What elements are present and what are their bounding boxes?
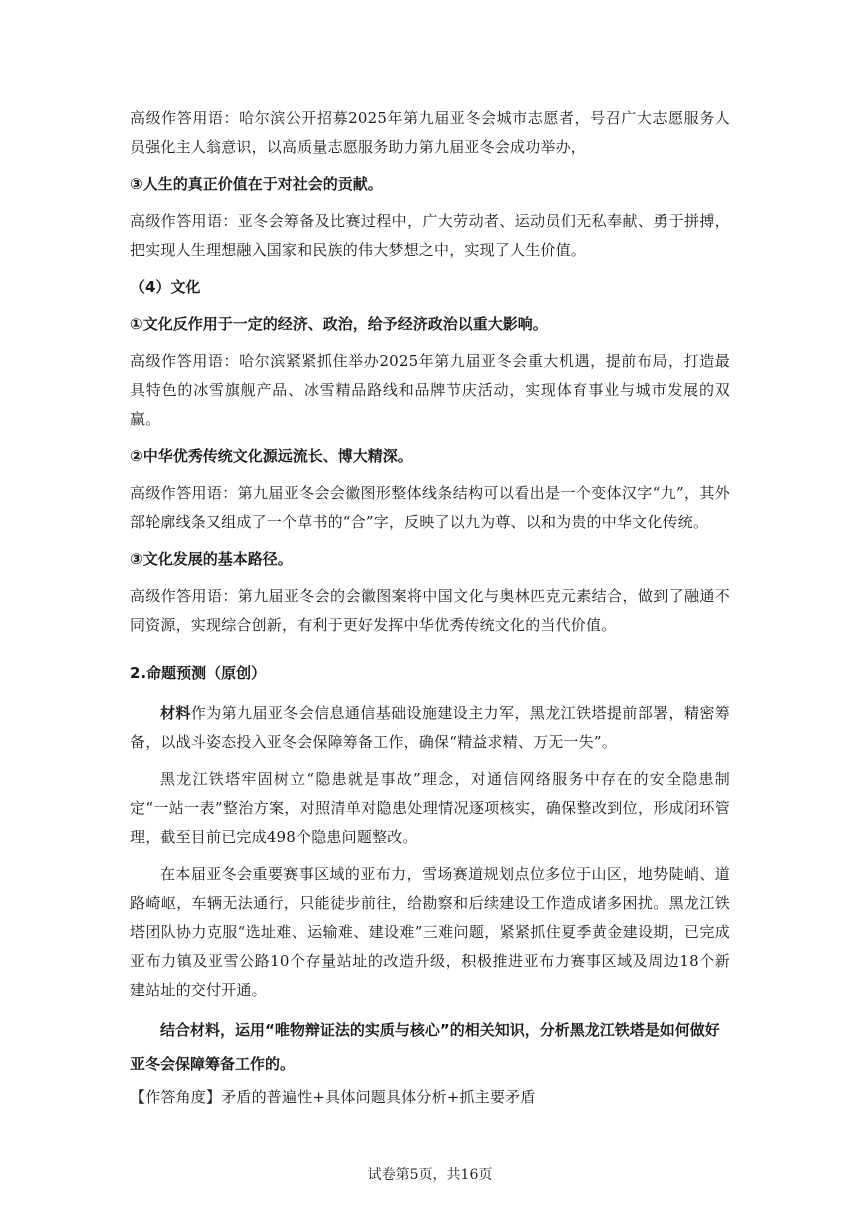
answer-paragraph-volunteers: 高级作答用语：哈尔滨公开招募2025年第九届亚冬会城市志愿者，号召广大志愿服务人员强化主人翁意识，以高质量志愿服务助力第九届亚冬会成功举办，: [130, 109, 730, 156]
material-label: 材料: [160, 704, 191, 722]
document-body: [130, 104, 730, 1120]
answer-paragraph-life-value: 高级作答用语：亚冬会筹备及比赛过程中，广大劳动者、运动员们无私奉献、勇于拼搏，把实现人生理想融入国家和民族的伟大梦想之中，实现了人生价值。: [130, 212, 730, 259]
material-paragraph-3: 在本届亚冬会重要赛事区域的亚布力，雪场赛道规划点位多位于山区，地势陡峭、道路崎岖，车辆无法通行，只能徒步前往，给勘察和后续建设工作造成诸多困扰。黑龙江铁塔团队协力克服“选址难、运输难、建设难”三难问题，紧紧抓住夏季黄金建设期，已完成亚布力镇及亚雪公路10个存量站址的改造升级，积极推进亚布力赛事区域及周边18个新建站址的交付开通。: [130, 865, 730, 999]
point-heading-culture-path: ③文化发展的基本路径。: [130, 550, 293, 568]
answer-paragraph-emblem: 高级作答用语：第九届亚冬会会徽图形整体线条结构可以看出是一个变体汉字“九”，其外部轮廓线条又组成了一个草书的“合”字，反映了以九为尊、以和为贵的中华文化传统。: [130, 484, 730, 531]
material-text-1: 作为第九届亚冬会信息通信基础设施建设主力军，黑龙江铁塔提前部署，精密筹备，以战斗姿态投入亚冬会保障筹备工作，确保“精益求精、万无一失”。: [130, 704, 730, 751]
material-paragraph-2: 黑龙江铁塔牢固树立“隐患就是事故”理念，对通信网络服务中存在的安全隐患制定“一站一表”整治方案，对照清单对隐患处理情况逐项核实，确保整改到位，形成闭环管理，截至目前已完成498个隐患问题整改。: [130, 770, 730, 846]
section-title-prediction: 2.命题预测（原创）: [130, 664, 267, 682]
question-prompt: 结合材料，运用“唯物辩证法的实质与核心”的相关知识，分析黑龙江铁塔是如何做好亚冬会保障筹备工作的。: [130, 1021, 720, 1073]
page-footer: 试卷第5页，共16页: [367, 1167, 493, 1183]
answer-paragraph-harbin: 高级作答用语：哈尔滨紧紧抓住举办2025年第九届亚冬会重大机遇，提前布局，打造最具特色的冰雪旗舰产品、冰雪精品路线和品牌节庆活动，实现体育事业与城市发展的双赢。: [130, 352, 730, 428]
point-heading-social-value: ③人生的真正价值在于对社会的贡献。: [130, 175, 383, 193]
point-heading-traditional-culture: ②中华优秀传统文化源远流长、博大精深。: [130, 447, 413, 465]
subsection-heading-culture: （4）文化: [130, 278, 201, 296]
answer-angle: 【作答角度】矛盾的普遍性+具体问题具体分析+抓主要矛盾: [130, 1088, 536, 1106]
answer-paragraph-integration: 高级作答用语：第九届亚冬会的会徽图案将中国文化与奥林匹克元素结合，做到了融通不同资源，实现综合创新，有利于更好发挥中华优秀传统文化的当代价值。: [130, 587, 730, 634]
material-paragraph-1: [130, 699, 730, 757]
point-heading-culture-reaction: ①文化反作用于一定的经济、政治，给予经济政治以重大影响。: [130, 315, 548, 333]
